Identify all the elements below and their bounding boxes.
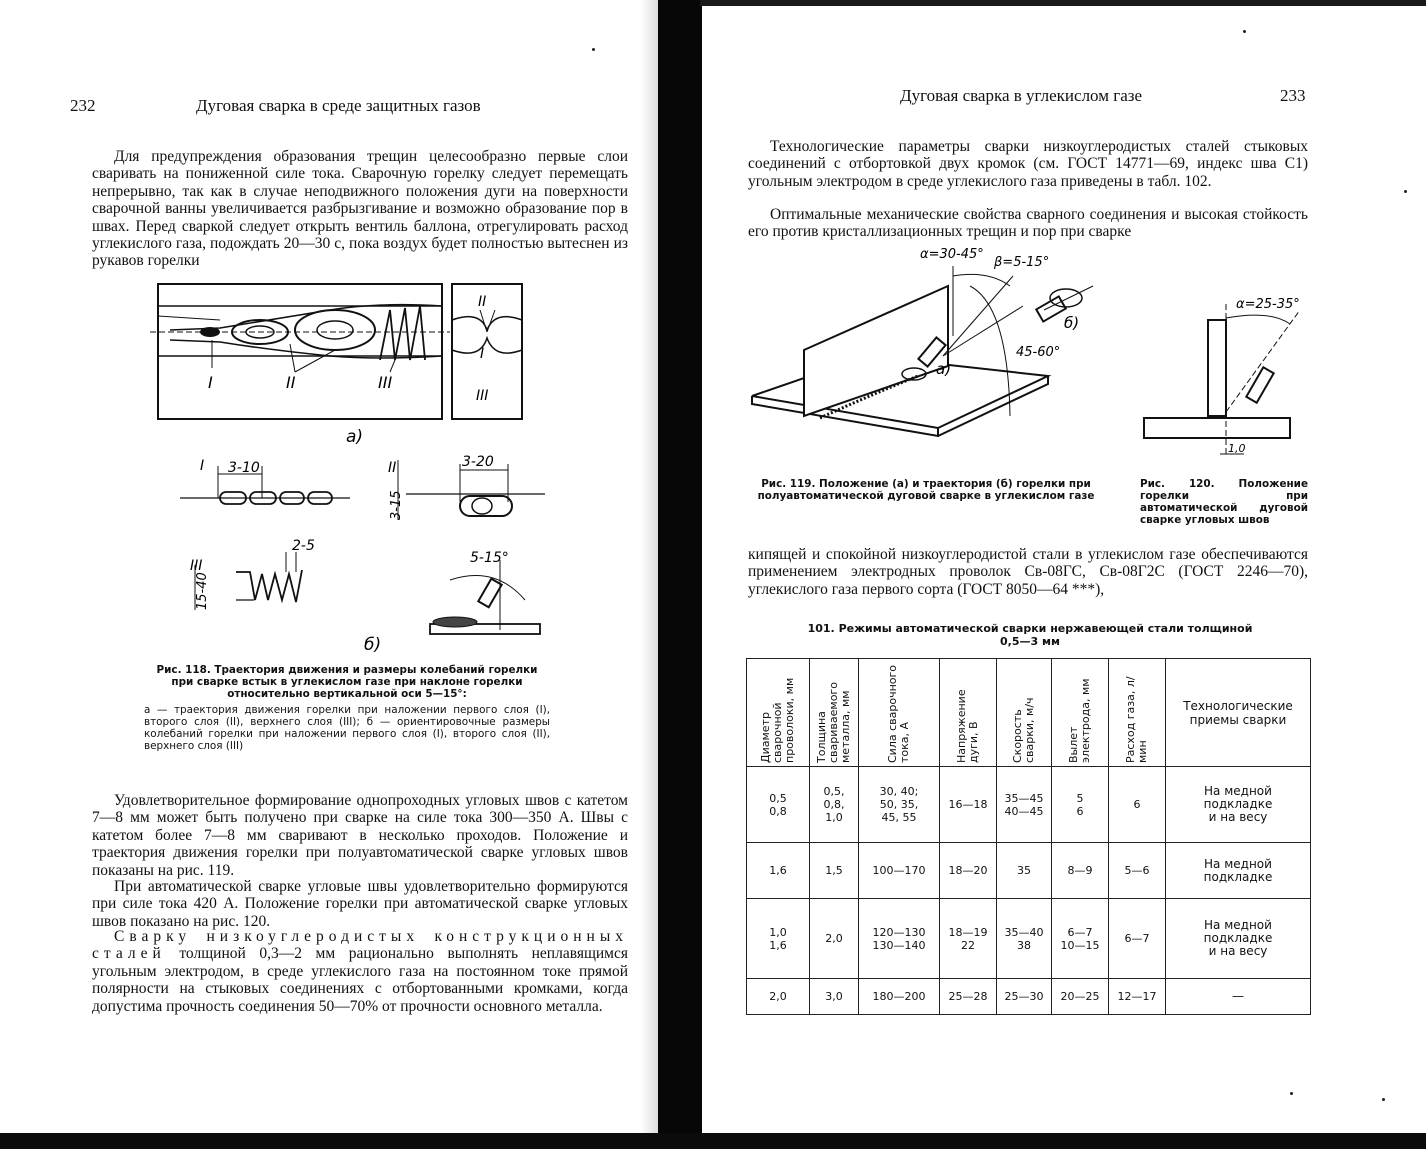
left-running-title: Дуговая сварка в среде защитных газов — [196, 96, 481, 115]
fig118-dim-2-5: 2-5 — [292, 538, 315, 554]
table-cell: 1,6 — [747, 843, 810, 899]
fig118-label-ii: II — [286, 373, 296, 392]
fig118-dim-15-40: 15-40 — [195, 572, 210, 610]
figure-118 — [150, 280, 550, 660]
header-speed: Скорость сварки, м/ч — [997, 659, 1052, 767]
header-current: Сила сварочного тока, А — [859, 659, 940, 767]
table-cell: 120—130 130—140 — [859, 899, 940, 979]
table-cell: 35—45 40—45 — [997, 767, 1052, 843]
left-paragraph-2: Удовлетворительное формирование однопроходных угловых швов с катетом 7—8 мм может быть получено при сварке на силе тока 300—350 А. Швы с катетом более 7—8 мм сваривают в несколько проходов. Положение и траектория движения горелки при полуавтоматической сварке угловых швов показаны на рис. 119. — [92, 792, 628, 879]
table-cell: 1,5 — [810, 843, 859, 899]
table-cell: На медной подкладке и на весу — [1166, 899, 1311, 979]
right-paragraph-3: кипящей и спокойной низкоуглеродистой стали в углекислом газе обеспечиваются применением электродных проволок Св-08ГС, Св-08Г2С (ГОСТ 2246—70), углекислого газа первого сорта (ГОСТ 8050—64 ***), — [748, 546, 1308, 598]
table-cell: 25—30 — [997, 979, 1052, 1015]
table-cell: На медной подкладке — [1166, 843, 1311, 899]
left-paragraph-4 — [92, 928, 628, 1015]
table-cell: 3,0 — [810, 979, 859, 1015]
fig120-caption: Рис. 120. Положение горелки при автоматической дуговой сварке угловых швов — [1140, 478, 1308, 526]
svg-text:I: I — [200, 458, 205, 474]
table-cell: 6—7 10—15 — [1052, 899, 1109, 979]
table-cell: 0,5 0,8 — [747, 767, 810, 843]
fig118-dim-3-15: 3-15 — [389, 490, 404, 520]
fig119-label-b: б) — [1064, 314, 1080, 332]
fig120-dim: 1,0 — [1228, 442, 1246, 455]
table-cell: 5—6 — [1109, 843, 1166, 899]
figure-119 — [748, 246, 1108, 474]
table-cell: 35 — [997, 843, 1052, 899]
fig118-legend: а — траектория движения горелки при наложении первого слоя (I), второго слоя (II), верхнего слоя (III); б — ориентировочные размеры колебаний горелки при наложении первого слоя (I), второго слоя (II), верхнего слоя (III) — [144, 704, 550, 752]
fig119-caption: Рис. 119. Положение (а) и траектория (б) горелки при полуавтоматической дуговой сварке в углекислом газе — [757, 478, 1095, 502]
book-spine — [658, 0, 702, 1149]
fig119-alpha: α=30-45° — [920, 247, 984, 262]
header-stickout: Вылет электрода, мм — [1052, 659, 1109, 767]
table-cell: 6 — [1109, 767, 1166, 843]
left-paragraph-4-emphasis: Сварку низкоуглеродистых конструкционных сталей — [92, 928, 628, 963]
table-cell: 1,0 1,6 — [747, 899, 810, 979]
left-paragraph-3: При автоматической сварке угловые швы удовлетворительно формируются при силе тока 420 А. Положение горелки при автоматической сварке угловых швов показано на рис. 120. — [92, 878, 628, 930]
header-gas-flow: Расход газа, л/мин — [1109, 659, 1166, 767]
table-cell: На медной подкладке и на весу — [1166, 767, 1311, 843]
fig118-label-iii: III — [378, 373, 393, 392]
table-row — [747, 899, 1311, 979]
scan-edge-top — [700, 0, 1426, 6]
fig118-label-a: а) — [346, 427, 364, 447]
table-row — [747, 979, 1311, 1015]
table-cell: — — [1166, 979, 1311, 1015]
fig119-beta: β=5-15° — [994, 255, 1050, 270]
svg-text:III: III — [190, 558, 203, 574]
table-header-row — [747, 659, 1311, 767]
fig118-dim-3-20: 3-20 — [462, 454, 494, 470]
fig118-caption: Рис. 118. Траектория движения и размеры колебаний горелки при сварке встык в углекислом газе при наклоне горелки относительно вертикальной оси 5—15°: — [156, 664, 538, 700]
header-voltage: Напряжение дуги, В — [940, 659, 997, 767]
table-cell: 20—25 — [1052, 979, 1109, 1015]
table-cell: 5 6 — [1052, 767, 1109, 843]
header-techniques: Технологические приемы сварки — [1166, 659, 1311, 767]
table-row — [747, 843, 1311, 899]
header-wire-diameter: Диаметр сварочной проволоки, мм — [747, 659, 810, 767]
table-cell: 18—20 — [940, 843, 997, 899]
table-row — [747, 767, 1311, 843]
right-page-number: 233 — [1280, 86, 1306, 105]
left-page-number: 232 — [70, 96, 96, 115]
right-running-title: Дуговая сварка в углекислом газе — [900, 86, 1143, 105]
fig118-section-label-ii: II — [478, 294, 487, 310]
table-cell: 2,0 — [810, 899, 859, 979]
table-cell: 35—40 38 — [997, 899, 1052, 979]
fig118-label-b: б) — [364, 635, 382, 655]
fig119-label-a: а) — [936, 360, 952, 378]
table-cell: 30, 40; 50, 35, 45, 55 — [859, 767, 940, 843]
table-cell: 0,5, 0,8, 1,0 — [810, 767, 859, 843]
right-paragraph-1: Технологические параметры сварки низкоуглеродистых сталей стыковых соединений с отбортовкой двух кромок (см. ГОСТ 14771—69, индекс шва С1) угольным электродом в среде углекислого газа приведены в табл. 102. — [748, 138, 1308, 190]
table-cell: 100—170 — [859, 843, 940, 899]
fig118-section-label-i: I — [480, 346, 485, 362]
right-paragraph-2: Оптимальные механические свойства сварного соединения и высокая стойкость его против кристаллизационных трещин и пор при сварке — [748, 206, 1308, 241]
figure-120 — [1140, 294, 1312, 464]
header-thickness: Толщина свариваемого металла, мм — [810, 659, 859, 767]
svg-text:II: II — [388, 460, 397, 476]
table-title: 101. Режимы автоматической сварки нержавеющей стали толщиной 0,5—3 мм — [807, 622, 1253, 648]
table-cell: 12—17 — [1109, 979, 1166, 1015]
regimes-table — [746, 658, 1311, 1015]
fig118-angle: 5-15° — [470, 550, 509, 566]
table-cell: 8—9 — [1052, 843, 1109, 899]
table-cell: 180—200 — [859, 979, 940, 1015]
fig118-dim-3-10: 3-10 — [228, 460, 260, 476]
table-cell: 2,0 — [747, 979, 810, 1015]
fig118-label-i: I — [208, 373, 213, 392]
fig120-alpha: α=25-35° — [1236, 297, 1300, 312]
table-cell: 25—28 — [940, 979, 997, 1015]
scan-edge-bottom — [0, 1133, 1426, 1149]
table-cell: 16—18 — [940, 767, 997, 843]
left-paragraph-4-rest: толщиной 0,3—2 мм рационально выполнять неплавящимся угольным электродом, в среде углекислого газа на постоянном токе прямой полярности на стыковых соединениях с отбортованными кромками, когда допустима прочность соединения 50—70% от прочности основного металла. — [92, 945, 628, 1015]
table-cell: 6—7 — [1109, 899, 1166, 979]
fig119-range: 45-60° — [1016, 345, 1061, 360]
gutter-shadow — [640, 0, 660, 1149]
fig118-section-label-iii: III — [476, 388, 489, 404]
table-cell: 18—19 22 — [940, 899, 997, 979]
left-paragraph-1: Для предупреждения образования трещин целесообразно первые слои сваривать на пониженной силе тока. Сварочную горелку следует перемещать непрерывно, так как в случае неподвижного положения дуги на поверхности сварочной ванны увеличивается разбрызгивание и возможно образование пор в швах. Перед сваркой следует открыть вентиль баллона, отрегулировать расход углекислого газа, подождать 20—30 с, пока воздух будет полностью вытеснен из рукавов горелки — [92, 148, 628, 270]
